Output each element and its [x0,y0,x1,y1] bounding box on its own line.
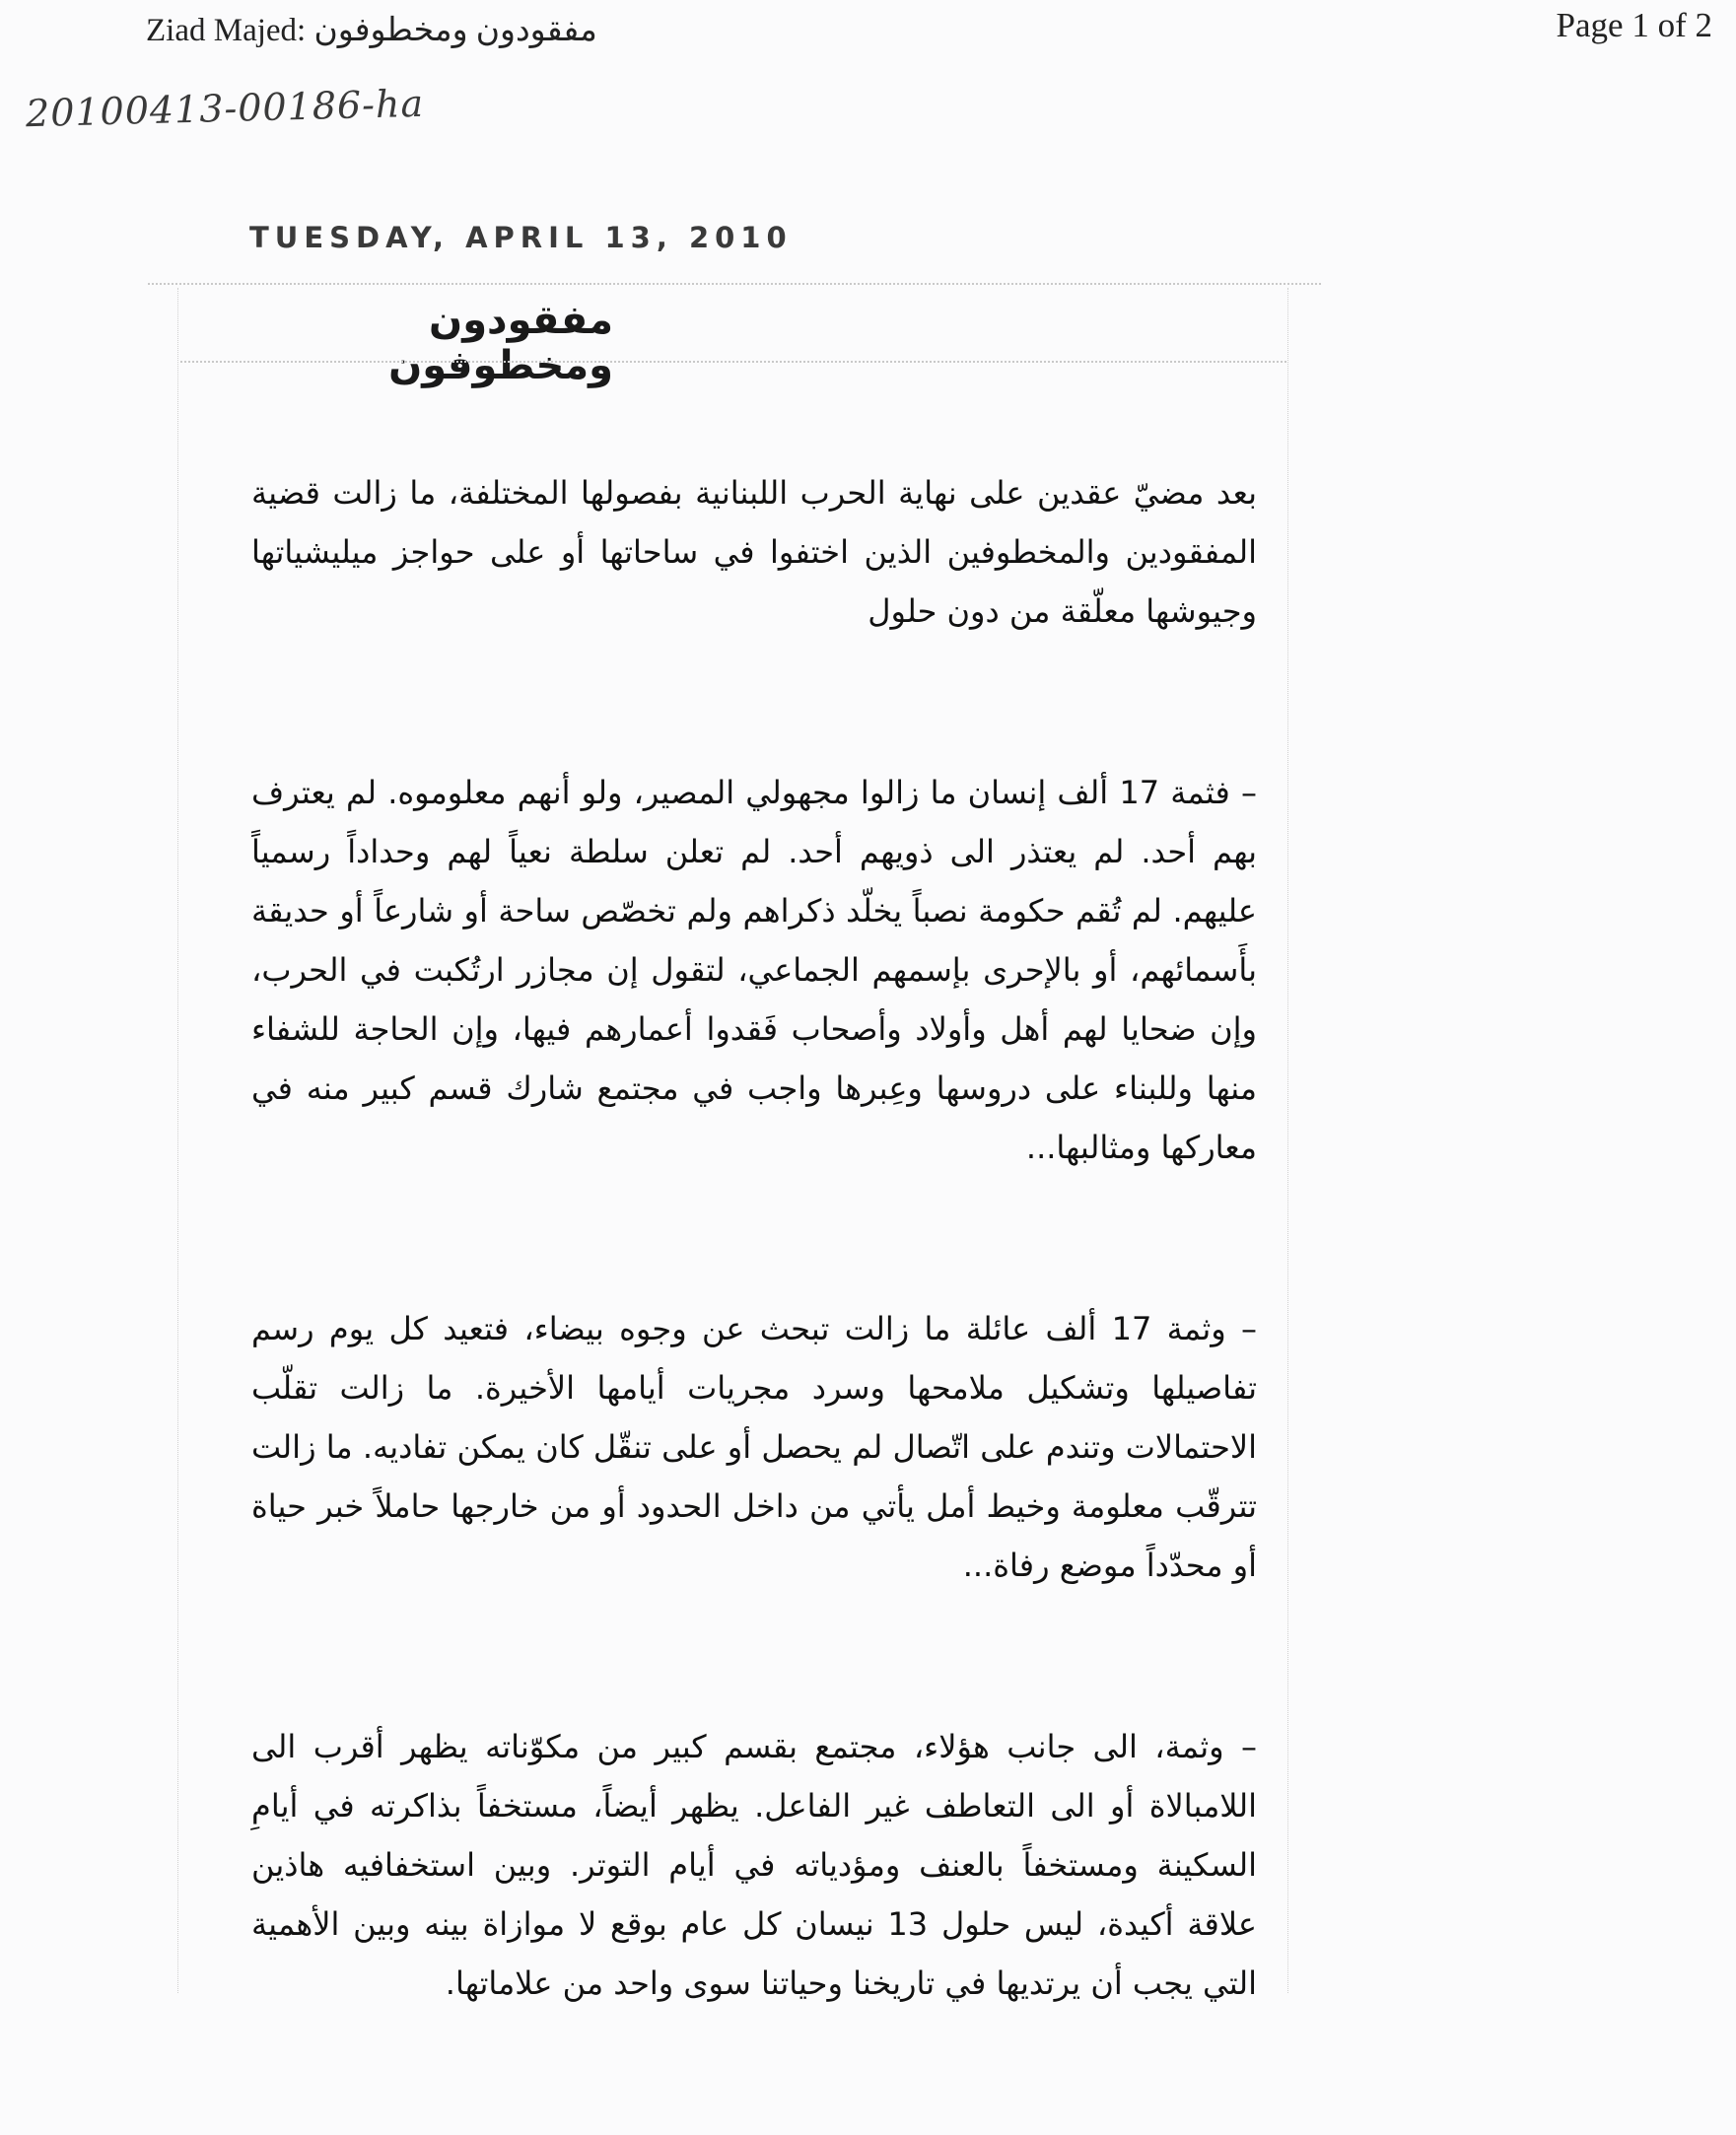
handwritten-document-id: 20100413-00186-ha [25,81,425,136]
title-separator [180,361,1286,363]
page-number: Page 1 of 2 [1556,6,1712,44]
date-separator [148,283,1321,285]
print-header-title: Ziad Majed: مفقودون ومخطوفون [146,13,597,48]
paragraph: بعد مضيّ عقدين على نهاية الحرب اللبنانية بفصولها المختلفة، ما زالت قضية المفقودين والمخطوفين الذين اختفوا في ساحاتها أو على حواجز ميليشياتها وجيوشها معلّقة من دون حلول [251,474,1257,630]
paragraph: – وثمة 17 ألف عائلة ما زالت تبحث عن وجوه بيضاء، فتعيد كل يوم رسم تفاصيلها وتشكيل ملامحها وسرد مجريات أيامها الأخيرة. ما زالت تقلّب الاحتمالات وتندم على اتّصال لم يحصل أو على تنقّل كان يمكن تفاديه. ما زالت تترقّب معلومة وخيط أمل يأتي من داخل الحدود أو من خارجها حاملاً خبر حياة أو محدّداً موضع رفاة... [251,1310,1258,1584]
paragraph: – فثمة 17 ألف إنسان ما زالوا مجهولي المصير، ولو أنهم معلوموه. لم يعترف بهم أحد. لم يعتذر الى ذويهم أحد. لم تعلن سلطة نعياً لهم وحداداً رسمياً عليهم. لم تُقم حكومة نصباً يخلّد ذكراهم ولم تخصّص ساحة أو شارعاً أو حديقة بأَسمائهم، أو بالإحرى بإسمهم الجماعي، لتقول إن مجازر ارتُكبت في الحرب، وإن ضحايا لهم أهل وأولاد وأصحاب فَقدوا أعمارهم فيها، وإن الحاجة للشفاء منها وللبناء على دروسها وعِبرها واجب في مجتمع شارك قسم كبير منه في معاركها ومثالبها... [251,774,1258,1166]
post-title: مفقودون ومخطوفون [388,298,613,388]
paragraph: – وثمة، الى جانب هؤلاء، مجتمع بقسم كبير من مكوّناته يظهر أقرب الى اللامبالاة أو الى التعاطف غير الفاعل. يظهر أيضاً، مستخفاً بذاكرته في أيامِ السكينة ومستخفاً بالعنف ومؤدياته في أيام التوتر. وبين استخفافيه هاذين علاقة أكيدة، ليس حلول 13 نيسان كل عام بوقع لا موازاة بينه وبين الأهمية التي يجب أن يرتديها في تاريخنا وحياتنا سوى واحد من علاماتها. [251,1728,1257,2002]
post-date: TUESDAY, APRIL 13, 2010 [249,221,793,254]
post-body [251,463,1257,2135]
